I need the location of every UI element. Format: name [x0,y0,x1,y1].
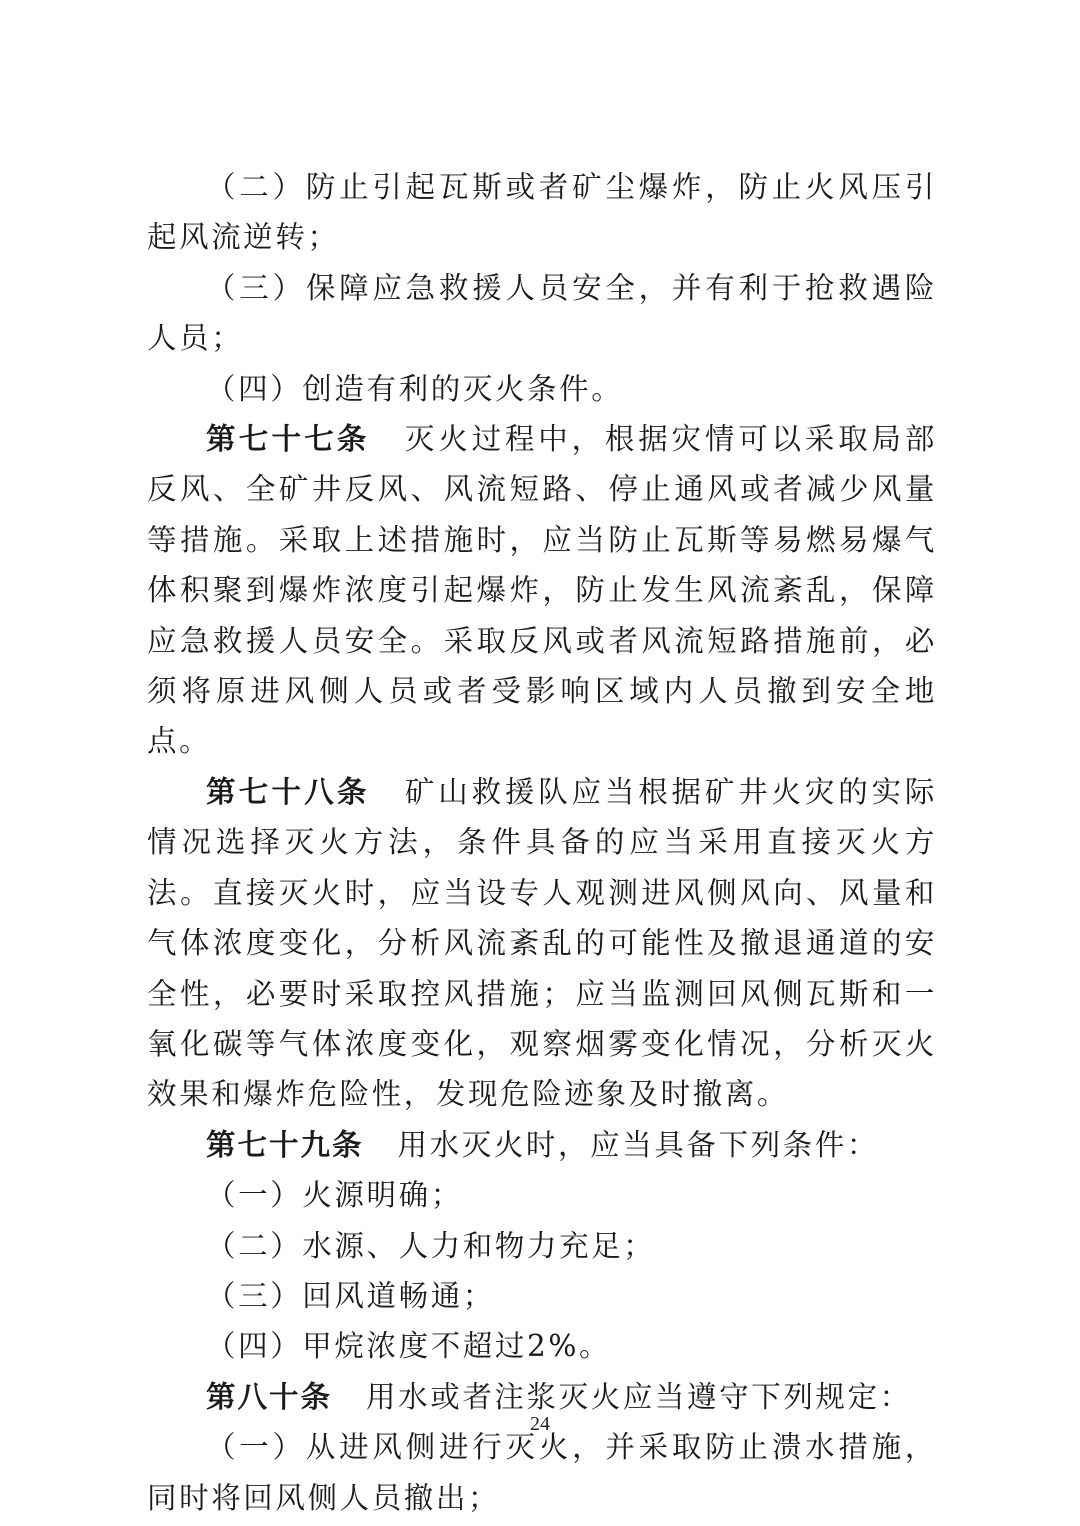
list-item: （四）甲烷浓度不超过2%。 [206,1329,612,1364]
article-heading: 第七十八条 [206,774,370,809]
document-body [147,162,937,1523]
article-heading: 第七十九条 [206,1127,364,1162]
list-item: （二）水源、人力和物力充足； [206,1228,656,1263]
article-heading: 第八十条 [206,1379,333,1414]
article-text: 用水或者注浆灭火应当遵守下列规定： [366,1379,912,1414]
list-item: （一）从进风侧进行灭火，并采取防止溃水措施，同时将回风侧人员撤出； [147,1430,937,1515]
article-text: 用水灭火时，应当具备下列条件： [397,1127,880,1162]
article-78 [147,767,937,1120]
page-number: 24 [530,1413,550,1435]
article-77 [147,414,937,767]
list-item: （一）火源明确； [206,1178,463,1213]
article-79 [147,1120,937,1170]
article-text: 矿山救援队应当根据矿井火灾的实际情况选择灭火方法，条件具备的应当采用直接灭火方法。直接灭火时，应当设专人观测进风侧风向、风量和气体浓度变化，分析风流紊乱的可能性及撤退通道的安全性，必要时采取控风措施；应当监测回风侧瓦斯和一氧化碳等气体浓度变化，观察烟雾变化情况，分析灭火效果和爆炸危险性，发现危险迹象及时撤离。 [147,774,937,1112]
list-item: （四）创造有利的灭火条件。 [206,371,624,406]
article-heading: 第七十七条 [206,422,370,457]
article-text: 灭火过程中，根据灾情可以采取局部反风、全矿井反风、风流短路、停止通风或者减少风量等措施。采取上述措施时，应当防止瓦斯等易燃易爆气体积聚到爆炸浓度引起爆炸，防止发生风流紊乱，保障应急救援人员安全。采取反风或者风流短路措施前，必须将原进风侧人员或者受影响区域内人员撤到安全地点。 [147,422,937,759]
list-item: （三）回风道畅通； [206,1278,495,1313]
list-item: （三）保障应急救援人员安全，并有利于抢救遇险人员； [147,270,937,356]
list-item: （二）防止引起瓦斯或者矿尘爆炸，防止火风压引起风流逆转； [147,170,937,255]
